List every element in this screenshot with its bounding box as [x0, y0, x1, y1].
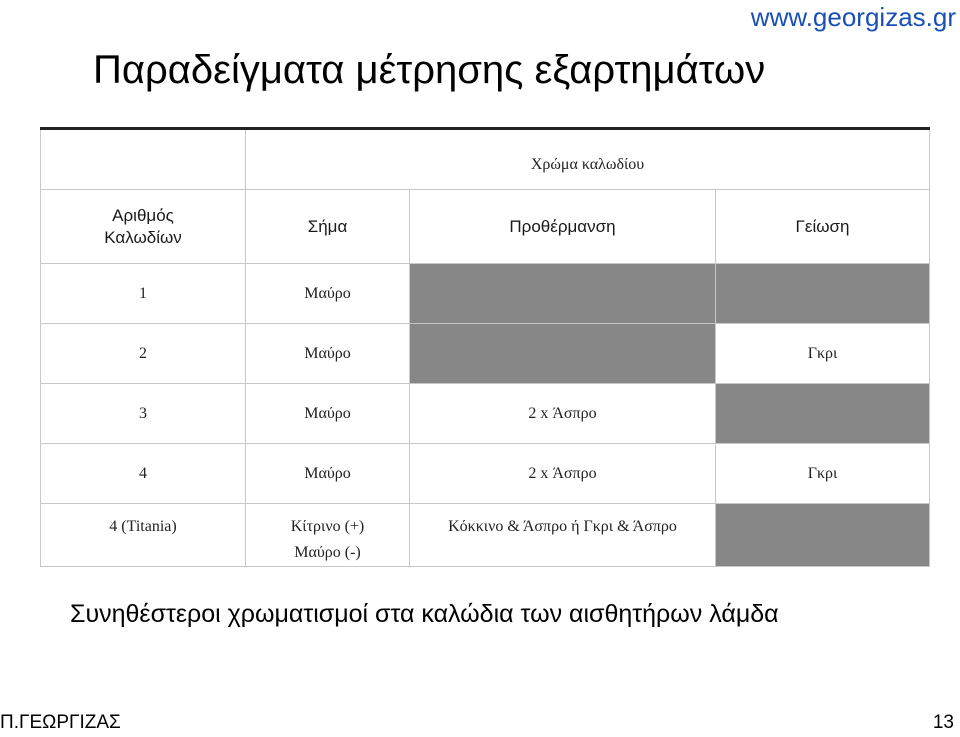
table-row	[41, 504, 930, 567]
cell-signal-line2: Μαύρο (-)	[294, 544, 361, 561]
cell-preheat: 2 x Άσπρο	[410, 444, 716, 504]
table-row	[41, 444, 930, 504]
cell-ground-shaded	[716, 264, 930, 324]
table-caption: Συνηθέστεροι χρωματισμοί στα καλώδια των αισθητήρων λάμδα	[70, 600, 779, 628]
table-group-header-row	[41, 129, 930, 190]
slide-title: Παραδείγματα μέτρησης εξαρτημάτων	[93, 48, 766, 92]
table-corner-cell	[41, 129, 246, 190]
cell-count: 3	[41, 384, 246, 444]
page-number: 13	[932, 712, 954, 733]
cell-signal: Μαύρο	[246, 384, 410, 444]
cell-count: 2	[41, 324, 246, 384]
column-header-preheat: Προθέρμανση	[410, 190, 716, 264]
cell-ground: Γκρι	[716, 444, 930, 504]
column-header-signal: Σήμα	[246, 190, 410, 264]
cell-signal-line1: Κίτρινο (+)	[290, 518, 365, 535]
group-header-wire-color: Χρώμα καλωδίου	[246, 129, 930, 190]
cell-preheat-shaded	[410, 264, 716, 324]
cell-preheat-shaded	[410, 324, 716, 384]
cell-preheat: Κόκκινο & Άσπρο ή Γκρι & Άσπρο	[410, 504, 716, 567]
cell-preheat: 2 x Άσπρο	[410, 384, 716, 444]
table-row	[41, 384, 930, 444]
cell-ground-shaded	[716, 504, 930, 567]
site-url[interactable]: www.georgizas.gr	[750, 2, 956, 32]
cell-signal: Μαύρο	[246, 324, 410, 384]
table-row	[41, 324, 930, 384]
cell-signal: Μαύρο	[246, 444, 410, 504]
cell-signal	[246, 504, 410, 567]
table-header-row	[41, 190, 930, 264]
footer-author: Π.ΓΕΩΡΓΙΖΑΣ	[0, 712, 121, 733]
cell-ground-shaded	[716, 384, 930, 444]
wire-color-table	[40, 127, 930, 567]
cell-signal: Μαύρο	[246, 264, 410, 324]
cell-count: 1	[41, 264, 246, 324]
table-row	[41, 264, 930, 324]
column-header-wire-count-text: Αριθμός Καλωδίων	[104, 205, 182, 247]
cell-count: 4 (Titania)	[41, 504, 246, 567]
cell-ground: Γκρι	[716, 324, 930, 384]
column-header-ground: Γείωση	[716, 190, 930, 264]
column-header-wire-count	[41, 190, 246, 264]
cell-count: 4	[41, 444, 246, 504]
